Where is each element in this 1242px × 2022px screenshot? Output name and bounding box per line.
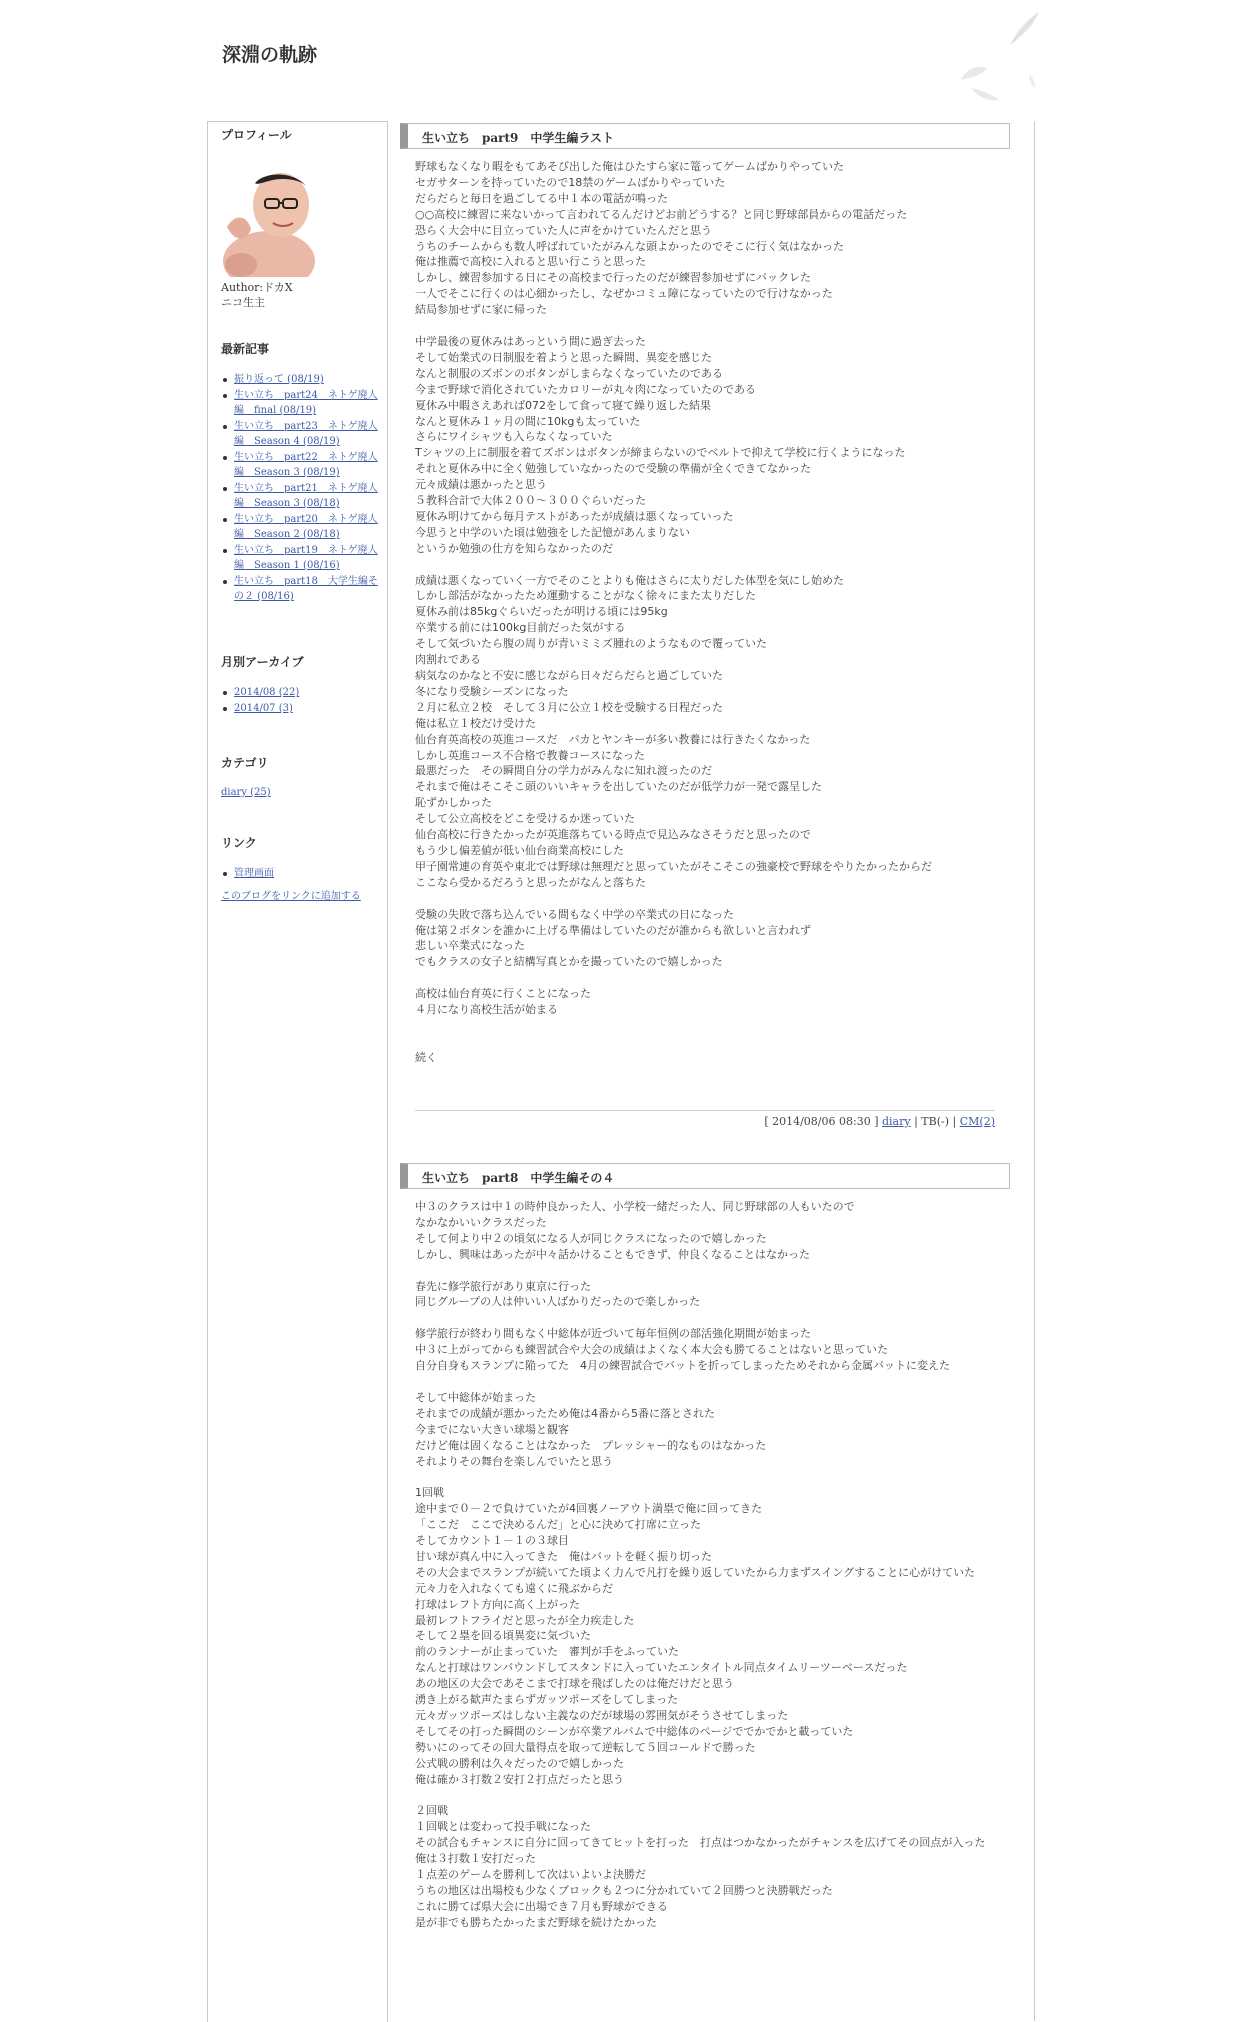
profile-heading: プロフィール — [221, 128, 292, 142]
list-item — [221, 481, 381, 511]
site-header — [207, 0, 1037, 120]
archive-link[interactable]: 2014/08 (22) — [234, 687, 300, 698]
list-item — [221, 450, 381, 480]
author-name: Author:ドカX — [221, 281, 293, 294]
recent-post-link[interactable]: 生い立ち part22 ネトゲ廃人編 Season 3 (08/19) — [234, 452, 378, 478]
post-title[interactable]: 生い立ち part9 中学生編ラスト — [422, 131, 615, 145]
post-text: 野球もなくなり暇をもてあそび出した俺はひたすら家に篭ってゲームばかりやっていた セガサターンを持っていたので18禁のゲームばかりやっていた だらだらと毎日を過ごしてる中１本の電話が鳴った ○○高校に練習に来ないかって言われてるんだけどお前どうする？と同じ野球部員からの電話だった 恐らく大会中に目立っていた人に声をかけていたんだと思う うちのチームからも数人呼ばれていたがみんな頭よかったのでそこに行く気はなかった 俺は推薦で高校に入れると思い行こうと思った しかし、練習参加する日にその高校まで行ったのだが練習参加せずにバックレた 一人でそこに行くのは心細かったし、なぜかコミュ障になっていたので行けなかった 結局参加せずに家に帰った 中学最後の夏休みはあっという間に過ぎ去った そして始業式の日制服を着ようと思った瞬間、異変を感じた なんと制服のズボンのボタンがしまらなくなっていたのである 今まで野球で消化されていたカロリーが丸々肉になっていたのである 夏休み中暇さえあれば072をして食って寝て繰り返した結果 なんと夏休み１ヶ月の間に10kgも太っていた さらにワイシャツも入らなくなっていた Tシャツの上に制服を着てズボンはボタンが締まらないのでベルトで抑えて学校に行くようになった それと夏休み中に全く勉強していなかったので受験の準備が全くできてなかった 元々成績は悪かったと思う ５教科合計で大体２００～３００ぐらいだった 夏休み明けてから毎月テストがあったが成績は悪くなっていった 今思うと中学のいた頃は勉強をした記憶があんまりない というか勉強の仕方を知らなかったのだ 成績は悪くなっていく一方でそのことよりも俺はさらに太りだした体型を気にし始めた しかし部活がなかったため運動することがなく徐々にまた太りだした 夏休み前は85kgぐらいだったが明ける頃には95kg 卒業する前には100kg目前だった気がする そして気づいたら腹の周りが青いミミズ腫れのようなもので覆っていた 肉割れである 病気なのかなと不安に感じながら日々だらだらと過ごしていた 冬になり受験シーズンになった ２月に私立２校 そして３月に公立１校を受験する日程だった 俺は私立１校だけ受けた 仙台育英高校の英進コースだ バカとヤンキーが多い教養には行きたくなかった しかし英進コース不合格で教養コースになった 最悪だった その瞬間自分の学力がみんなに知れ渡ったのだ それまで俺はそこそこ頭のいいキャラを出していたのだが低学力が一発で露呈した 恥ずかしかった そして公立高校をどこを受けるか迷っていた 仙台高校に行きたかったが英進落ちている時点で見込みなさそうだと思ったので もう少し偏差値が低い仙台商業高校にした 甲子園常連の育英や東北では野球は無理だと思っていたがそこそこの強豪校で野球をやりたかったからだ ここなら受かるだろうと思ったがなんと落ちた 受験の失敗で落ち込んでいる間もなく中学の卒業式の日になった 俺は第２ボタンを誰かに上げる準備はしていたのだが誰からも欲しいと言われず 悲しい卒業式になった でもクラスの女子と結構写真とかを撮っていたので嬉しかった 高校は仙台育英に行くことになった ４月になり高校生活が始まる 続く — [415, 160, 932, 1064]
list-item — [221, 512, 381, 542]
links-heading: リンク — [221, 836, 257, 850]
site-title[interactable]: 深淵の軌跡 — [222, 44, 318, 66]
list-item — [221, 574, 381, 604]
list-item — [221, 419, 381, 449]
add-blog-link[interactable]: このブログをリンクに追加する — [221, 891, 361, 902]
recent-post-link[interactable]: 生い立ち part21 ネトゲ廃人編 Season 3 (08/18) — [234, 483, 378, 509]
archive-list — [221, 685, 381, 717]
trackback-count: | TB(-) | — [914, 1115, 957, 1128]
links-list — [221, 866, 381, 882]
recent-post-link[interactable]: 生い立ち part19 ネトゲ廃人編 Season 1 (08/16) — [234, 545, 378, 571]
recent-post-link[interactable]: 生い立ち part24 ネトゲ廃人編 final (08/19) — [234, 390, 378, 416]
recent-posts-heading: 最新記事 — [221, 342, 270, 356]
post-body — [415, 1199, 1005, 1931]
recent-post-link[interactable]: 振り返って (08/19) — [234, 374, 324, 385]
post-footer — [415, 1110, 995, 1128]
post-category-link[interactable]: diary — [882, 1115, 911, 1128]
archive-heading: 月別アーカイブ — [221, 655, 304, 669]
post-title-box — [400, 1163, 1010, 1189]
post-date: [ 2014/08/06 08:30 ] — [764, 1115, 879, 1128]
recent-post-link[interactable]: 生い立ち part18 大学生編その２ (08/16) — [234, 576, 378, 602]
comments-link[interactable]: CM(2) — [959, 1115, 995, 1128]
list-item — [221, 866, 381, 881]
post-text: 中３のクラスは中１の時仲良かった人、小学校一緒だった人、同じ野球部の人もいたので なかなかいいクラスだった そして何より中２の頃気になる人が同じクラスになったので嬉しかった しかし、興味はあったが中々話かけることもできず、仲良くなることはなかった 春先に修学旅行があり東京に行った 同じグループの人は仲いい人ばかりだったので楽しかった 修学旅行が終わり間もなく中総体が近づいて毎年恒例の部活強化期間が始まった 中３に上がってからも練習試合や大会の成績はよくなく本大会も勝てることはないと思っていた 自分自身もスランプに陥ってた 4月の練習試合でバットを折ってしまったためそれから金属バットに変えた そして中総体が始まった それまでの成績が悪かったため俺は4番から5番に落とされた 今までにない大きい球場と観客 だけど俺は固くなることはなかった プレッシャー的なものはなかった それよりその舞台を楽しんでいたと思う 1回戦 途中まで０－２で負けていたが4回裏ノーアウト満塁で俺に回ってきた 「ここだ ここで決めるんだ」と心に決めて打席に立った そしてカウント１－１の３球目 甘い球が真ん中に入ってきた 俺はバットを軽く振り切った その大会までスランプが続いてた頃よく力んで凡打を繰り返していたから力まずスイングすることに心がけていた 元々力を入れなくても遠くに飛ぶからだ 打球はレフト方向に高く上がった 最初レフトフライだと思ったが全力疾走した そして２塁を回る頃異変に気づいた 前のランナーが止まっていた 審判が手をふっていた なんと打球はワンバウンドしてスタンドに入っていたエンタイトル同点タイムリーツーベースだった あの地区の大会であそこまで打球を飛ばしたのは俺だけだと思う 湧き上がる歓声たまらずガッツポーズをしてしまった 元々ガッツポーズはしない主義なのだが球場の雰囲気がそうさせてしまった そしてその打った瞬間のシーンが卒業アルバムで中総体のページででかでかと載っていた 勢いにのってその回大量得点を取って逆転して５回コールドで勝った 公式戦の勝利は久々だったので嬉しかった 俺は確か３打数２安打２打点だったと思う ２回戦 １回戦とは変わって投手戦になった その試合もチャンスに自分に回ってきてヒットを打った 打点はつかなかったがチャンスを広げてその回点が入った 俺は３打数１安打だった １点差のゲームを勝利して次はいよいよ決勝だ うちの地区は出場校も少なくブロックも２つに分かれていて２回勝つと決勝戦だった これに勝てば県大会に出場でき７月も野球ができる 是が非でも勝ちたかったまだ野球を続けたかった — [415, 1200, 986, 1929]
feather-decoration-icon — [947, 8, 1047, 104]
list-item — [221, 372, 381, 387]
archive-link[interactable]: 2014/07 (3) — [234, 703, 293, 714]
recent-post-link[interactable]: 生い立ち part23 ネトゲ廃人編 Season 4 (08/19) — [234, 421, 378, 447]
sidebar — [207, 121, 388, 2022]
author-description: ニコ生主 — [221, 296, 265, 309]
author-avatar — [221, 169, 316, 277]
list-item — [221, 388, 381, 418]
post-body — [415, 159, 1005, 1066]
recent-posts-list — [221, 372, 381, 605]
admin-link[interactable]: 管理画面 — [234, 868, 274, 879]
category-link[interactable]: diary (25) — [221, 787, 271, 798]
post-title[interactable]: 生い立ち part8 中学生編その４ — [422, 1171, 615, 1185]
list-item — [221, 543, 381, 573]
post-title-box — [400, 123, 1010, 149]
list-item — [221, 701, 381, 716]
category-heading: カテゴリ — [221, 756, 269, 770]
list-item — [221, 685, 381, 700]
recent-post-link[interactable]: 生い立ち part20 ネトゲ廃人編 Season 2 (08/18) — [234, 514, 378, 540]
